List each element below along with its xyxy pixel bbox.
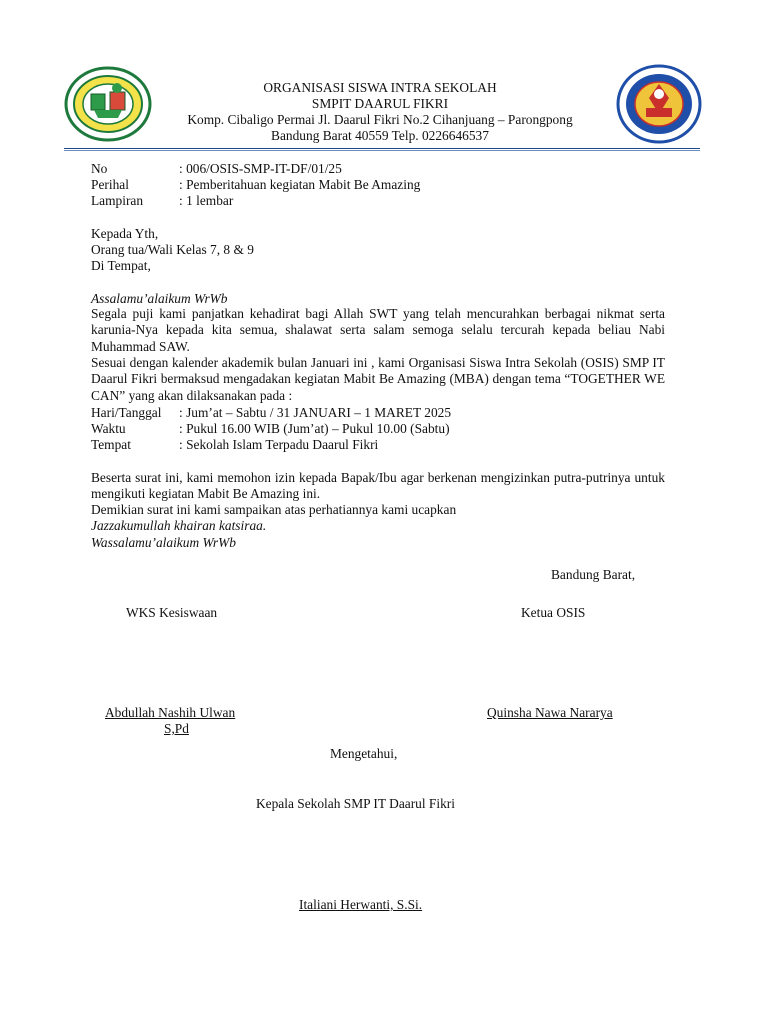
- osis-logo-icon: [616, 64, 702, 144]
- detail-label: Waktu: [91, 421, 126, 436]
- letter-place: Bandung Barat,: [551, 567, 636, 582]
- detail-label: Tempat: [91, 437, 131, 452]
- right-signatory-name: Quinsha Nawa Nararya: [487, 705, 613, 720]
- principal-title: Kepala Sekolah SMP IT Daarul Fikri: [256, 796, 455, 811]
- meta-label: Lampiran: [91, 193, 144, 208]
- address-line-2: Bandung Barat 40559 Telp. 0226646537: [271, 128, 489, 143]
- detail-label: Hari/Tanggal: [91, 405, 162, 420]
- meta-label: No: [91, 161, 108, 176]
- acknowledged-label: Mengetahui,: [330, 746, 398, 761]
- school-name: SMPIT DAARUL FIKRI: [311, 96, 449, 111]
- osis-logo: [616, 64, 702, 144]
- address-line-1: Komp. Cibaligo Permai Jl. Daarul Fikri No.2 Cihanjuang – Parongpong: [187, 112, 573, 127]
- left-signatory-name: Abdullah Nashih Ulwan: [105, 705, 236, 720]
- detail-value: : Pukul 16.00 WIB (Jum’at) – Pukul 10.00 (Sabtu): [179, 421, 450, 436]
- header-divider-secondary: [64, 150, 700, 151]
- greeting: Assalamu’alaikum WrWb: [91, 291, 228, 306]
- recipient-line-1: Kepada Yth,: [91, 226, 159, 241]
- header-divider: [64, 148, 700, 149]
- recipient-line-2: Orang tua/Wali Kelas 7, 8 & 9: [91, 242, 254, 257]
- org-name: ORGANISASI SISWA INTRA SEKOLAH: [263, 80, 497, 95]
- detail-value: : Jum’at – Sabtu / 31 JANUARI – 1 MARET 2025: [179, 405, 452, 420]
- right-signatory-title: Ketua OSIS: [521, 605, 586, 620]
- closing-line: Demikian surat ini kami sampaikan atas perhatiannya kami ucapkan: [91, 502, 457, 517]
- meta-label: Perihal: [91, 177, 129, 192]
- body-paragraph-2: Sesuai dengan kalender akademik bulan Januari ini , kami Organisasi Siswa Intra Sekolah (OSIS) SMP IT Daarul Fikri bermaksud mengadakan kegiatan Mabit Be Amazing (MBA) dengan tema “TOGETHER WE CAN” yang akan dilaksanakan pada :: [91, 355, 665, 403]
- left-signatory-degree: S,Pd: [164, 721, 189, 736]
- detail-value: : Sekolah Islam Terpadu Daarul Fikri: [179, 437, 379, 452]
- daarul-fikri-school-logo: [64, 66, 152, 142]
- meta-value: : Pemberitahuan kegiatan Mabit Be Amazing: [179, 177, 421, 192]
- body-paragraph-3: Beserta surat ini, kami memohon izin kepada Bapak/Ibu agar berkenan mengizinkan putra-putrinya untuk mengikuti kegiatan Mabit Be Amazing ini.: [91, 470, 665, 502]
- principal-name: Italiani Herwanti, S.Si.: [299, 897, 423, 912]
- closing-italic-2: Wassalamu’alaikum WrWb: [91, 535, 236, 550]
- meta-value: : 006/OSIS-SMP-IT-DF/01/25: [179, 161, 342, 176]
- left-signatory-title: WKS Kesiswaan: [126, 605, 218, 620]
- body-paragraph-1: Segala puji kami panjatkan kehadirat bagi Allah SWT yang telah mencurahkan berbagai nikmat serta karunia-Nya kepada kita semua, shalawat serta salam semoga selalu tercurah kepada beliau Nabi Muhammad SAW.: [91, 306, 665, 354]
- meta-value: : 1 lembar: [179, 193, 234, 208]
- daarul-fikri-logo-icon: [64, 66, 152, 142]
- recipient-line-3: Di Tempat,: [91, 258, 151, 273]
- closing-italic-1: Jazzakumullah khairan katsiraa.: [91, 518, 267, 533]
